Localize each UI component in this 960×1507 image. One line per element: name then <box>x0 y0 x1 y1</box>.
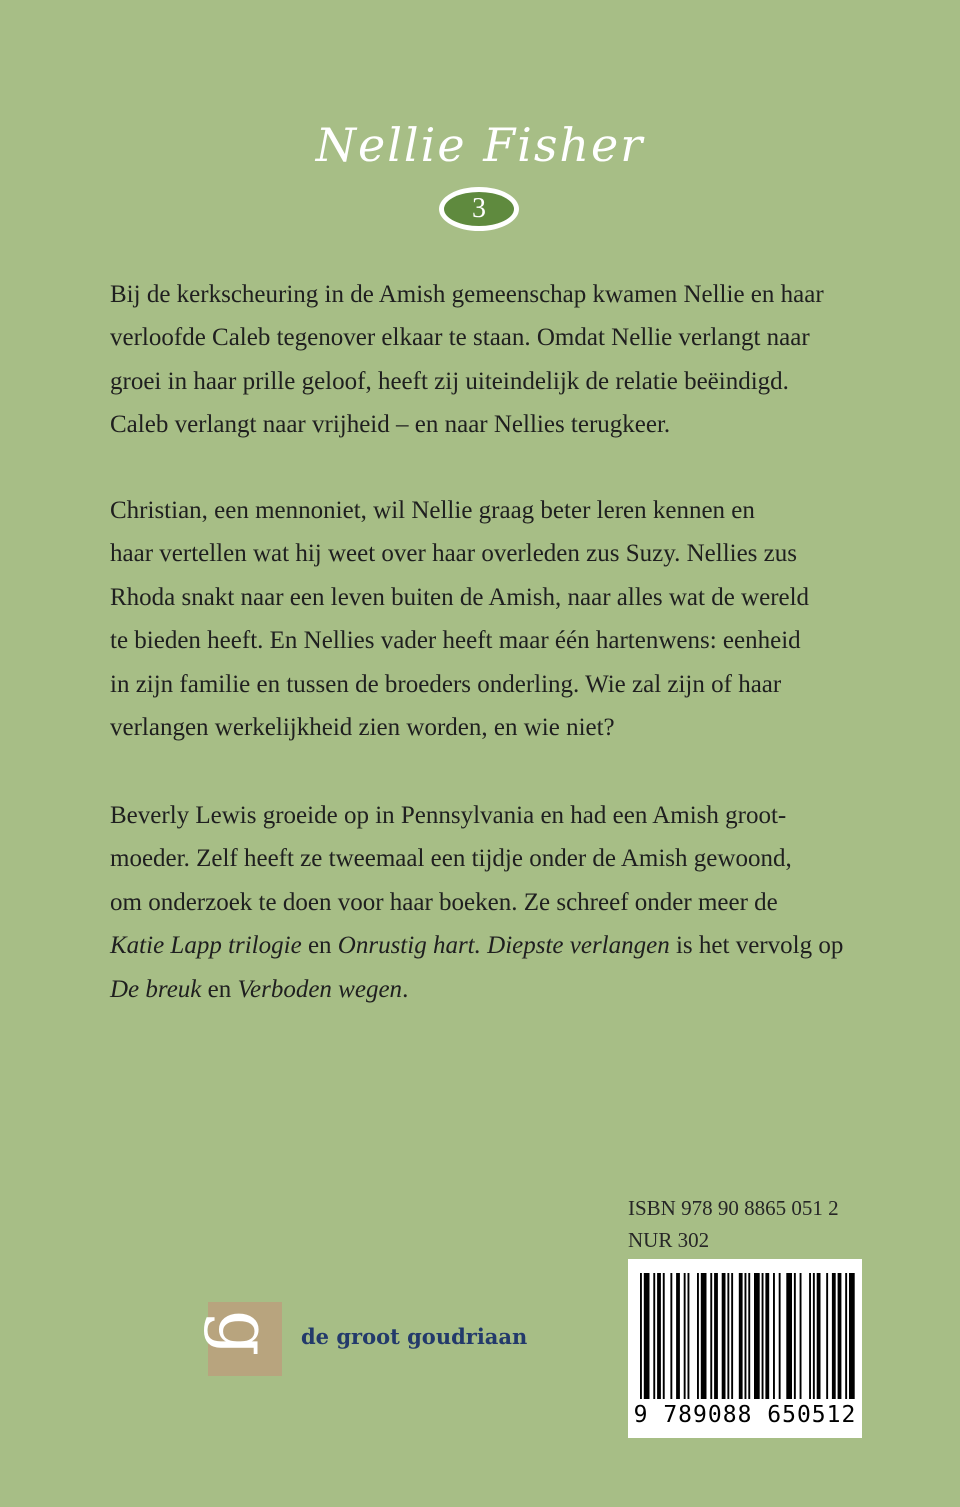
author-bio <box>110 794 870 1011</box>
barcode-bar <box>657 1273 661 1399</box>
blurb-paragraph-2 <box>110 489 870 749</box>
volume-badge <box>439 187 519 231</box>
barcode-bar <box>701 1273 707 1399</box>
publisher-name: de groot goudriaan <box>301 1324 528 1349</box>
barcode-bar <box>714 1273 718 1399</box>
text-line: verlangen werkelijkheid zien worden, en wie niet? <box>110 714 615 742</box>
text-line: Bij de kerkscheuring in de Amish gemeenschap kwamen Nellie en haar <box>110 281 824 308</box>
text-line: in zijn familie en tussen de broeders onderling. Wie zal zijn of haar <box>110 670 782 698</box>
barcode-bar <box>849 1273 855 1399</box>
barcode <box>628 1259 862 1438</box>
barcode-bar <box>670 1273 672 1399</box>
barcode-bar <box>800 1273 802 1399</box>
volume-number: 3 <box>444 192 514 226</box>
barcode-bar <box>688 1273 690 1399</box>
text-line: haar vertellen wat hij weet over haar overleden zus Suzy. Nellies zus <box>110 540 797 568</box>
text-line: moeder. Zelf heeft ze tweemaal een tijdje onder de Amish gewoond, <box>110 845 792 873</box>
isbn: ISBN 978 90 8865 051 2 <box>628 1196 839 1220</box>
barcode-bar <box>826 1273 828 1399</box>
text-run: en <box>301 932 338 960</box>
barcode-bar <box>722 1273 726 1399</box>
barcode-bar <box>762 1273 764 1399</box>
barcode-bar <box>786 1273 792 1399</box>
barcode-bar <box>754 1273 760 1399</box>
barcode-bar <box>845 1273 847 1399</box>
barcode-bar <box>684 1273 686 1399</box>
barcode-bar <box>739 1273 743 1399</box>
text-run: en <box>201 975 238 1003</box>
book-title: Verboden wegen <box>237 975 403 1003</box>
barcode-bar <box>745 1273 747 1399</box>
barcode-bar <box>773 1273 775 1399</box>
text-line: Caleb verlangt naar vrijheid – en naar Nellies terugkeer. <box>110 411 671 439</box>
series-title: Nellie Fisher <box>315 118 645 172</box>
book-title: Onrustig hart. <box>337 932 481 960</box>
nur-code: NUR 302 <box>628 1228 710 1252</box>
text-line <box>110 968 870 1011</box>
barcode-bar <box>832 1273 836 1399</box>
text-run: is het vervolg op <box>669 932 844 960</box>
isbn-block <box>628 1192 839 1256</box>
barcode-bar <box>644 1273 650 1399</box>
barcode-bar <box>748 1273 750 1399</box>
barcode-bar <box>653 1273 655 1399</box>
text-line: Beverly Lewis groeide op in Pennsylvania en had een Amish groot- <box>110 802 787 829</box>
book-title: De breuk <box>110 975 202 1003</box>
barcode-bar <box>765 1273 769 1399</box>
text-line: verloofde Caleb tegenover elkaar te staan. Omdat Nellie verlangt naar <box>110 324 810 352</box>
barcode-bar <box>727 1273 729 1399</box>
text-line: Christian, een mennoniet, wil Nellie graag beter leren kennen en <box>110 497 755 524</box>
barcode-bar <box>817 1273 821 1399</box>
blurb-paragraph-1 <box>110 273 870 447</box>
barcode-bar <box>731 1273 733 1399</box>
barcode-bar <box>676 1273 680 1399</box>
text-line: om onderzoek te doen voor haar boeken. Ze schreef onder meer de <box>110 888 778 916</box>
barcode-bar <box>779 1273 781 1399</box>
barcode-bar <box>663 1273 665 1399</box>
publisher-logo <box>203 1302 287 1376</box>
text-line: te bieden heeft. En Nellies vader heeft maar één hartenwens: eenheid <box>110 627 801 655</box>
text-line <box>110 924 870 967</box>
text-line: Rhoda snakt naar een leven buiten de Amish, naar alles wat de wereld <box>110 583 810 611</box>
barcode-bar <box>813 1273 815 1399</box>
text-run: . <box>402 975 409 1003</box>
text-line: groei in haar prille geloof, heeft zij uiteindelijk de relatie beëindigd. <box>110 367 789 395</box>
barcode-bar <box>640 1273 642 1399</box>
barcode-bar <box>838 1273 842 1399</box>
publisher-logo-mark: g <box>203 1309 287 1357</box>
barcode-bar <box>697 1273 699 1399</box>
book-title: Diepste verlangen <box>487 932 670 960</box>
barcode-bar <box>809 1273 811 1399</box>
barcode-bar <box>710 1273 712 1399</box>
book-title: Katie Lapp trilogie <box>110 932 302 960</box>
barcode-digits: 9 789088 650512 <box>633 1402 857 1428</box>
barcode-bar <box>794 1273 796 1399</box>
